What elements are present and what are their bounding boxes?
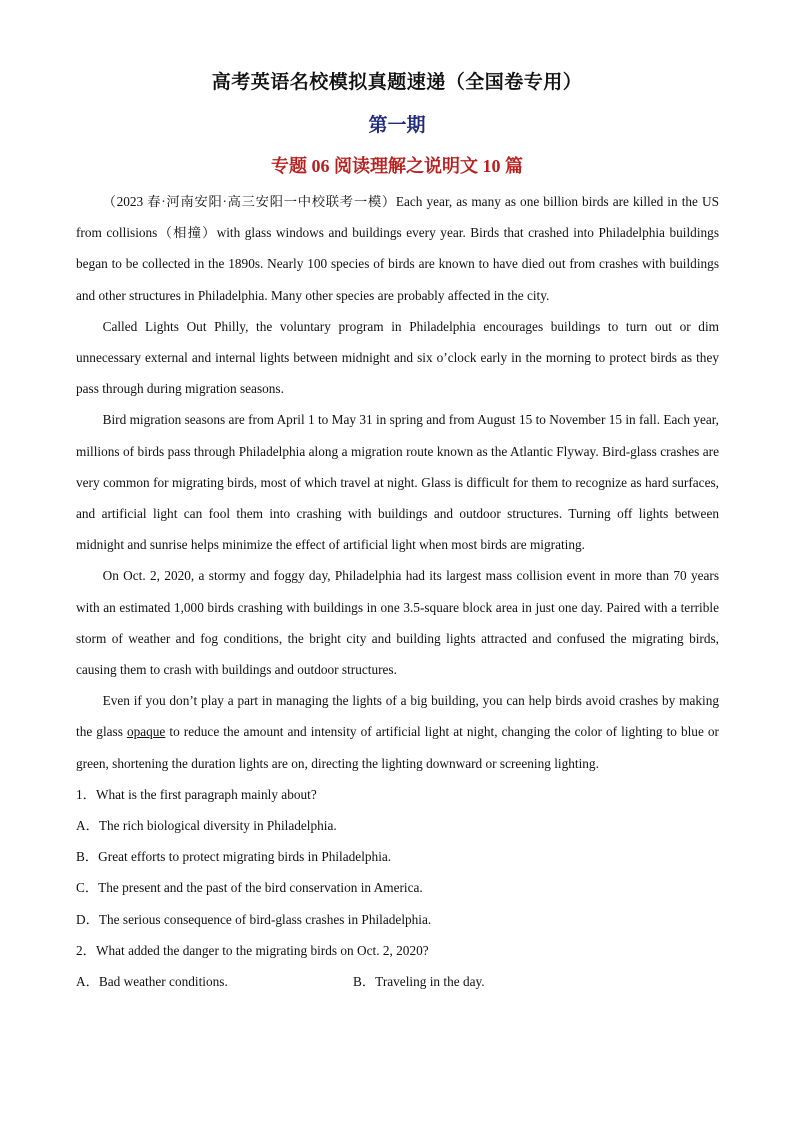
paragraph-4: On Oct. 2, 2020, a stormy and foggy day, Philadelphia had its largest mass collision event in more than 70 years with an estimated 1,000 birds crashing with buildings in one 3.5-square block area in just one day. Paired with a terrible storm of weather and fog conditions, the bright city and building lights attracted and confused the migrating birds, causing them to crash with buildings and outdoor structures. (76, 568, 719, 678)
question-stem: 2．What added the danger to the migrating birds on Oct. 2, 2020? (76, 942, 429, 958)
topic-heading: 专题 06 阅读理解之说明文 10 篇 (271, 156, 523, 176)
issue-label: 第一期 (368, 115, 426, 136)
paragraph-1 (76, 186, 719, 311)
paragraph-3: Bird migration seasons are from April 1 to May 31 in spring and from August 15 to November 15 in fall. Each year, millions of birds pass through Philadelphia along a migration route known as the Atlantic Flyway. Bird-glass crashes are very common for migrating birds, most of which travel at night. Glass is difficult for them to recognize as hard surfaces, and artificial light can fool them into crashing with buildings and outdoor structures. Turning off lights between midnight and sunrise helps minimize the effect of artificial light when most birds are migrating. (76, 412, 719, 553)
paragraph-5-text-b: to reduce the amount and intensity of artificial light at night, changing the color of lighting to blue or green, shortening the duration lights are on, directing the lighting downward or screening lighting. (76, 724, 719, 771)
question-stem: 1．What is the first paragraph mainly about? (76, 786, 317, 802)
source-note: （2023 春·河南安阳·高三安阳一中校联考一模） (102, 194, 396, 209)
reading-passage (76, 186, 719, 997)
document-title: 高考英语名校模拟真题速递（全国卷专用） (211, 72, 583, 93)
options-row (76, 966, 719, 997)
option-c: C．The present and the past of the bird conservation in America. (76, 880, 423, 896)
underlined-word: opaque (126, 724, 166, 740)
paragraph-5 (76, 685, 719, 779)
option-d: D．The serious consequence of bird-glass crashes in Philadelphia. (76, 911, 432, 927)
option-a: A．Bad weather conditions. (76, 974, 228, 990)
question-1 (76, 779, 719, 935)
option-a: A．The rich biological diversity in Philadelphia. (76, 818, 337, 834)
question-2 (76, 935, 719, 997)
paragraph-1-text: Each year, as many as one billion birds are killed in the US from collisions（相撞）with glass windows and buildings every year. Birds that crashed into Philadelphia buildings began to be collected in the 1890s. Nearly 100 species of birds are known to have died out from crashes with buildings and other structures in Philadelphia. Many other species are probably affected in the city. (76, 194, 719, 303)
option-b: B．Great efforts to protect migrating birds in Philadelphia. (76, 849, 392, 865)
paragraph-5-text-a: Even if you don’t play a part in managing the lights of a big building, you can help birds avoid crashes by making the glass (76, 693, 719, 740)
option-b: B．Traveling in the day. (353, 974, 485, 990)
paragraph-2: Called Lights Out Philly, the voluntary program in Philadelphia encourages buildings to turn out or dim unnecessary external and internal lights between midnight and six o’clock early in the morning to protect birds as they pass through during migration seasons. (76, 318, 719, 397)
